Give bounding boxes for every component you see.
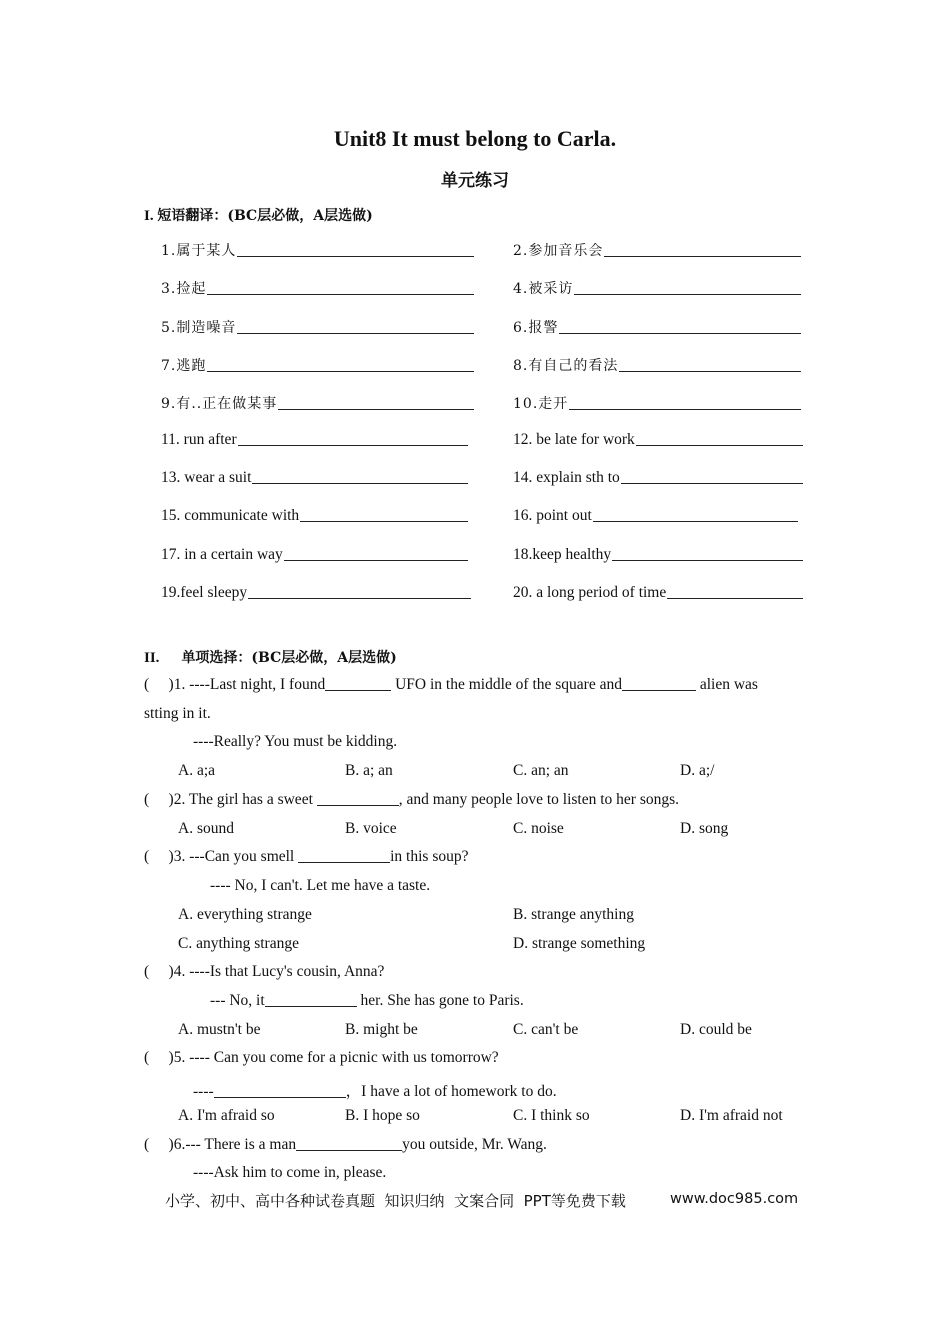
page-title: Unit8 It must belong to Carla. — [333, 126, 617, 151]
question-text: 6.--- There is a man — [173, 1136, 297, 1153]
phrase-item — [161, 469, 468, 487]
answer-paren[interactable]: ( ) — [144, 1136, 174, 1153]
question-reply: ----Really? You must be kidding. — [193, 733, 398, 750]
question-text: , and many people love to listen to her songs. — [398, 791, 680, 808]
question-reply: ---- No, I can't. Let me have a taste. — [210, 877, 431, 894]
section-heading-text: 单项选择：(BC层必做，A层选做) — [181, 650, 397, 666]
option-d[interactable]: D. a;/ — [680, 762, 715, 779]
option-c[interactable]: C. I think so — [513, 1107, 590, 1124]
answer-line[interactable] — [569, 409, 801, 410]
answer-paren[interactable]: ( ) — [144, 791, 174, 808]
phrase-item — [161, 584, 471, 602]
answer-line[interactable] — [667, 598, 803, 599]
blank[interactable] — [214, 1083, 346, 1098]
option-a[interactable]: A. I'm afraid so — [178, 1107, 275, 1124]
question-text: 1. ----Last night, I found — [173, 676, 326, 693]
phrase-label: 7.逃跑 — [161, 358, 207, 374]
phrase-label: 8.有自己的看法 — [513, 358, 619, 374]
phrase-item — [161, 546, 468, 564]
blank[interactable] — [317, 791, 399, 806]
reply-text: --- No, it — [210, 992, 265, 1009]
answer-paren[interactable]: ( ) — [144, 848, 174, 865]
phrase-item — [513, 431, 803, 449]
question-3 — [144, 848, 469, 866]
section-number: I. — [144, 208, 158, 224]
answer-paren[interactable]: ( ) — [144, 676, 174, 693]
phrase-label: 1.属于某人 — [161, 243, 237, 259]
question-text: UFO in the middle of the square and — [391, 676, 622, 693]
footer-url[interactable]: www.doc985.com — [670, 1191, 799, 1207]
footer-text: 小学、初中、高中各种试卷真题 知识归纳 文案合同 PPT等免费下载 — [165, 1192, 626, 1210]
blank[interactable] — [298, 848, 390, 863]
phrase-label: 3.捡起 — [161, 281, 207, 297]
phrase-item — [161, 507, 468, 525]
question-reply — [210, 992, 524, 1010]
answer-line[interactable] — [300, 521, 468, 522]
phrase-item — [161, 355, 474, 375]
answer-line[interactable] — [237, 333, 474, 334]
blank[interactable] — [265, 992, 357, 1007]
phrase-item — [513, 546, 803, 564]
option-c[interactable]: C. can't be — [513, 1021, 579, 1038]
answer-line[interactable] — [237, 256, 474, 257]
phrase-item — [513, 278, 801, 298]
option-a[interactable]: A. a;a — [178, 762, 216, 779]
phrase-label: 2.参加音乐会 — [513, 243, 604, 259]
phrase-label: 12. be late for work — [513, 431, 635, 448]
reply-text: ，I have a lot of homework to do. — [345, 1083, 557, 1100]
option-c[interactable]: C. noise — [513, 820, 564, 837]
option-c[interactable]: C. an; an — [513, 762, 569, 779]
phrase-label: 16. point out — [513, 507, 592, 524]
option-a[interactable]: A. sound — [178, 820, 234, 837]
page-subtitle: 单元练习 — [441, 171, 509, 191]
phrase-label: 6.报警 — [513, 320, 559, 336]
question-text: you outside, Mr. Wang. — [402, 1136, 547, 1153]
phrase-label: 13. wear a suit — [161, 469, 252, 486]
option-d[interactable]: D. strange something — [513, 935, 646, 952]
answer-line[interactable] — [252, 483, 468, 484]
question-2 — [144, 791, 679, 809]
question-text: 3. ---Can you smell — [173, 848, 299, 865]
phrase-label: 14. explain sth to — [513, 469, 620, 486]
question-text: 4. ----Is that Lucy's cousin, Anna? — [173, 963, 385, 980]
option-c[interactable]: C. anything strange — [178, 935, 299, 952]
answer-line[interactable] — [574, 294, 801, 295]
option-b[interactable]: B. might be — [345, 1021, 418, 1038]
option-b[interactable]: B. strange anything — [513, 906, 634, 923]
answer-line[interactable] — [604, 256, 801, 257]
phrase-label: 15. communicate with — [161, 507, 300, 524]
phrase-item — [161, 431, 468, 449]
phrase-item — [513, 240, 801, 260]
question-text-continued: stting in it. — [144, 705, 211, 722]
option-a[interactable]: A. mustn't be — [178, 1021, 261, 1038]
answer-paren[interactable]: ( ) — [144, 963, 174, 980]
phrase-item — [513, 393, 801, 413]
blank[interactable] — [325, 676, 391, 691]
option-b[interactable]: B. a; an — [345, 762, 393, 779]
question-text: 5. ---- Can you come for a picnic with us tomorrow? — [173, 1049, 499, 1066]
answer-line[interactable] — [612, 560, 803, 561]
phrase-item — [513, 507, 798, 525]
answer-line[interactable] — [248, 598, 471, 599]
phrase-label: 11. run after — [161, 431, 237, 448]
blank[interactable] — [622, 676, 696, 691]
phrase-label: 17. in a certain way — [161, 546, 283, 563]
phrase-item — [513, 584, 803, 602]
answer-line[interactable] — [207, 371, 474, 372]
question-text: alien was — [695, 676, 758, 693]
answer-line[interactable] — [284, 560, 468, 561]
section-heading-1 — [144, 205, 373, 225]
phrase-label: 5.制造噪音 — [161, 320, 237, 336]
option-d[interactable]: D. I'm afraid not — [680, 1107, 783, 1124]
answer-line[interactable] — [621, 483, 803, 484]
phrase-item — [161, 317, 474, 337]
option-b[interactable]: B. voice — [345, 820, 397, 837]
phrase-item — [161, 240, 474, 260]
phrase-label: 10.走开 — [513, 396, 569, 412]
phrase-label: 19.feel sleepy — [161, 584, 248, 601]
question-5 — [144, 1049, 499, 1067]
answer-line[interactable] — [559, 333, 801, 334]
option-a[interactable]: A. everything strange — [178, 906, 312, 923]
phrase-label: 18.keep healthy — [513, 546, 612, 563]
section-heading-2 — [144, 647, 397, 667]
question-text: 2. The girl has a sweet — [173, 791, 317, 808]
section-number: II. — [144, 650, 160, 666]
question-text: in this soup? — [390, 848, 469, 865]
reply-text: ---- — [193, 1083, 214, 1100]
answer-line[interactable] — [207, 294, 474, 295]
phrase-item — [513, 469, 803, 487]
phrase-item — [513, 355, 801, 375]
question-reply — [193, 1079, 557, 1101]
question-reply: ----Ask him to come in, please. — [193, 1164, 387, 1181]
answer-line[interactable] — [619, 371, 801, 372]
phrase-label: 4.被采访 — [513, 281, 574, 297]
option-d[interactable]: D. could be — [680, 1021, 752, 1038]
question-4 — [144, 963, 384, 981]
phrase-item — [161, 393, 474, 413]
reply-text: her. She has gone to Paris. — [356, 992, 524, 1009]
answer-line[interactable] — [593, 521, 798, 522]
phrase-label: 9.有..正在做某事 — [161, 396, 278, 412]
phrase-label: 20. a long period of time — [513, 584, 667, 601]
section-heading-text: 短语翻译：(BC层必做，A层选做) — [157, 208, 373, 224]
answer-paren[interactable]: ( ) — [144, 1049, 174, 1066]
blank[interactable] — [296, 1136, 402, 1151]
option-d[interactable]: D. song — [680, 820, 729, 837]
answer-line[interactable] — [278, 409, 474, 410]
phrase-item — [513, 317, 801, 337]
question-1 — [144, 676, 758, 694]
answer-line[interactable] — [238, 445, 468, 446]
option-b[interactable]: B. I hope so — [345, 1107, 420, 1124]
answer-line[interactable] — [636, 445, 803, 446]
phrase-item — [161, 278, 474, 298]
question-6 — [144, 1136, 547, 1154]
